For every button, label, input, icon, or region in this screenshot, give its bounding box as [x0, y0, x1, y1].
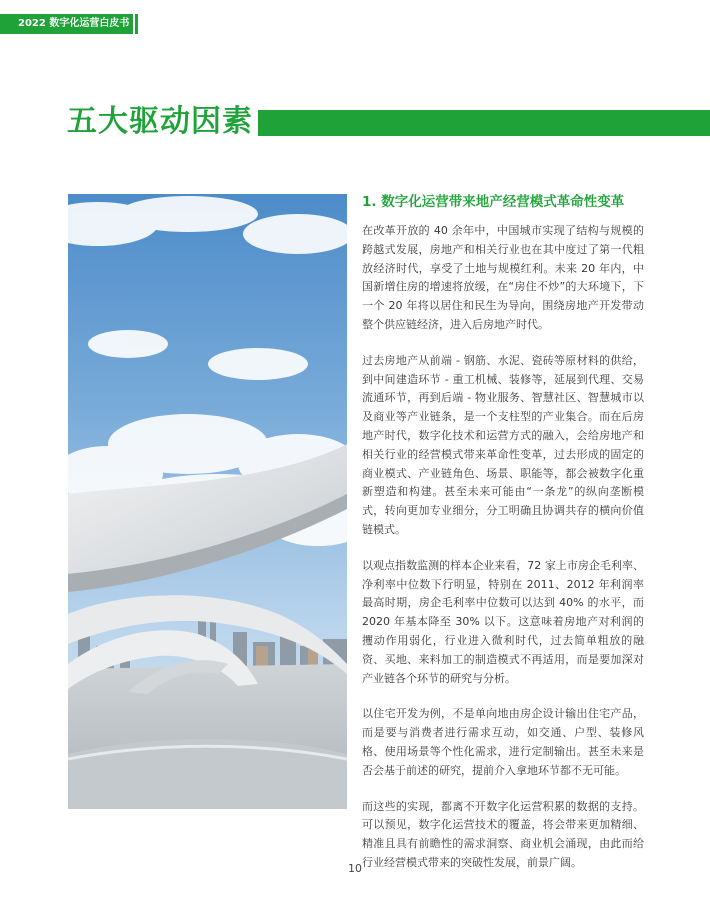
page-number: 10: [348, 862, 362, 875]
architecture-photo: [68, 194, 347, 809]
section-body: [362, 222, 644, 890]
section-heading: 1. 数字化运营带来地产经营模式革命性变革: [362, 194, 625, 210]
title-accent-bar: [258, 110, 710, 136]
header-tag: 2022 数字化运营白皮书: [0, 14, 133, 34]
paragraph: 在改革开放的 40 余年中，中国城市实现了结构与规模的跨越式发展，房地产和相关行业也在其中度过了第一代粗放经济时代，享受了土地与规模红利。未来 20 年内，中国新增住房的增速将放缓，在“房住不炒”的大环境下，下一个 20 年将以居住和民生为导向，围绕房地产开发带动整个供应链经济，进入后房地产时代。: [362, 224, 644, 331]
paragraph: 而这些的实现，都离不开数字化运营积累的数据的支持。可以预见，数字化运营技术的覆盖，将会带来更加精细、精准且具有前瞻性的需求洞察、商业机会涌现，由此而给行业经营模式带来的突破性发展，前景广阔。: [362, 799, 644, 869]
paragraph: 以观点指数监测的样本企业来看，72 家上市房企毛利率、净利率中位数下行明显，特别在 2011、2012 年利润率最高时期，房企毛利率中位数可以达到 40% 的水平，而 2020 年基本降至 30% 以下。这意味着房地产对利润的攫动作用弱化，行业进入微利时代，过去简单粗放的融资、买地、来料加工的制造模式不再适用，而是要加深对产业链各个环节的研究与分析。: [362, 558, 644, 685]
page-title: 五大驱动因素: [67, 104, 253, 139]
paragraph: 以住宅开发为例，不是单向地由房企设计输出住宅产品，而是要与消费者进行需求互动，如交通、户型、装修风格、使用场景等个性化需求，进行定制输出。甚至未来是否会基于前述的研究，提前介入拿地环节都不无可能。: [362, 707, 644, 777]
paragraph: 过去房地产从前端 - 钢筋、水泥、瓷砖等原材料的供给，到中间建造环节 - 重工机械、装修等，延展到代理、交易流通环节，再到后端 - 物业服务、智慧社区、智慧城市以及商业等产业链条，是一个支柱型的产业集合。而在后房地产时代，数字化技术和运营方式的融入，会给房地产和相关行业的经营模式带来革命性变革，过去形成的固定的商业模式、产业链角色、场景、职能等，都会被数字化重新塑造和构建。甚至未来可能由“一条龙”的纵向垄断模式，转向更加专业细分，分工明确且协调共存的横向价值链模式。: [362, 353, 644, 536]
